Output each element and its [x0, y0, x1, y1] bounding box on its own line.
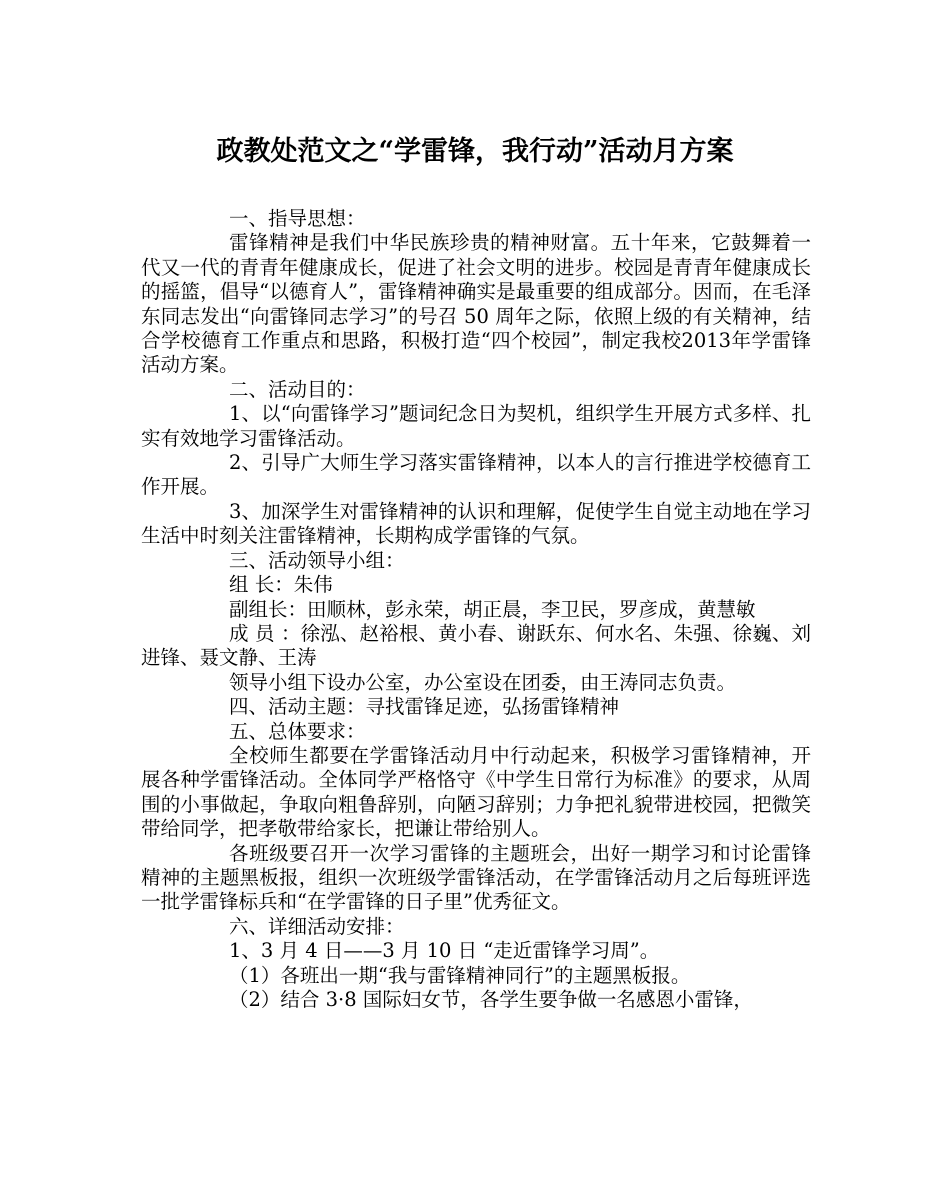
office-line: 领导小组下设办公室，办公室设在团委，由王涛同志负责。	[229, 670, 737, 694]
purpose-item-3: 3、加深学生对雷锋精神的认识和理解，促使学生自觉主动地在学习生活中时刻关注雷锋精神，长期构成学雷锋的气氛。	[141, 499, 811, 548]
section-heading-theme: 四、活动主题：寻找雷锋足迹，弘扬雷锋精神	[229, 695, 620, 719]
purpose-item-1: 1、以“向雷锋学习”题词纪念日为契机，组织学生开展方式多样、扎实有效地学习雷锋活动。	[141, 402, 811, 450]
section-heading-purpose: 二、活动目的：	[229, 377, 366, 401]
schedule-item-1: 1、3 月 4 日——3 月 10 日 “走近雷锋学习周”。	[229, 939, 660, 963]
section-heading-requirements: 五、总体要求：	[229, 719, 366, 743]
section-heading-leadership: 三、活动领导小组：	[229, 548, 405, 572]
document-title: 政教处范文之“学雷锋，我行动”活动月方案	[216, 136, 734, 167]
leader-line: 组 长：朱伟	[229, 573, 333, 597]
deputy-leaders-line: 副组长：田顺林，彭永荣，胡正晨，李卫民，罗彦成，黄慧敏	[229, 597, 756, 621]
members-line: 成 员 ：徐泓、赵裕根、黄小春、谢跃东、何水名、朱强、徐巍、刘进锋、聂文静、王涛	[141, 621, 811, 670]
schedule-subitem-1: （1）各班出一期“我与雷锋精神同行”的主题黑板报。	[229, 963, 691, 987]
document-body	[141, 207, 811, 1012]
section-heading-guiding-thought: 一、指导思想：	[229, 207, 366, 230]
schedule-subitem-2: （2）结合 3·8 国际妇女节，各学生要争做一名感恩小雷锋，	[229, 988, 753, 1011]
section-heading-schedule: 六、详细活动安排：	[229, 914, 405, 938]
paragraph-requirements-2: 各班级要召开一次学习雷锋的主题班会，出好一期学习和讨论雷锋精神的主题黑板报，组织一次班级学雷锋活动，在学雷锋活动月之后每班评选一批学雷锋标兵和“在学雷锋的日子里”优秀征文。	[141, 841, 811, 914]
purpose-item-2: 2、引导广大师生学习落实雷锋精神，以本人的言行推进学校德育工作开展。	[141, 451, 811, 499]
paragraph-guiding-thought: 雷锋精神是我们中华民族珍贵的精神财富。五十年来，它鼓舞着一代又一代的青青年健康成长，促进了社会文明的进步。校园是青青年健康成长的摇篮，倡导“以德育人”，雷锋精神确实是最重要的组成部分。因而，在毛泽东同志发出“向雷锋同志学习”的号召 50 周年之际，依照上级的有关精神，结合学校德育工作重点和思路，积极打造“四个校园”，制定我校2013年学雷锋活动方案。	[141, 231, 811, 377]
paragraph-requirements-1: 全校师生都要在学雷锋活动月中行动起来，积极学习雷锋精神，开展各种学雷锋活动。全体同学严格恪守《中学生日常行为标准》的要求，从周围的小事做起，争取向粗鲁辞别，向陋习辞别；力争把礼貌带进校园，把微笑带给同学，把孝敬带给家长，把谦让带给别人。	[141, 743, 811, 841]
